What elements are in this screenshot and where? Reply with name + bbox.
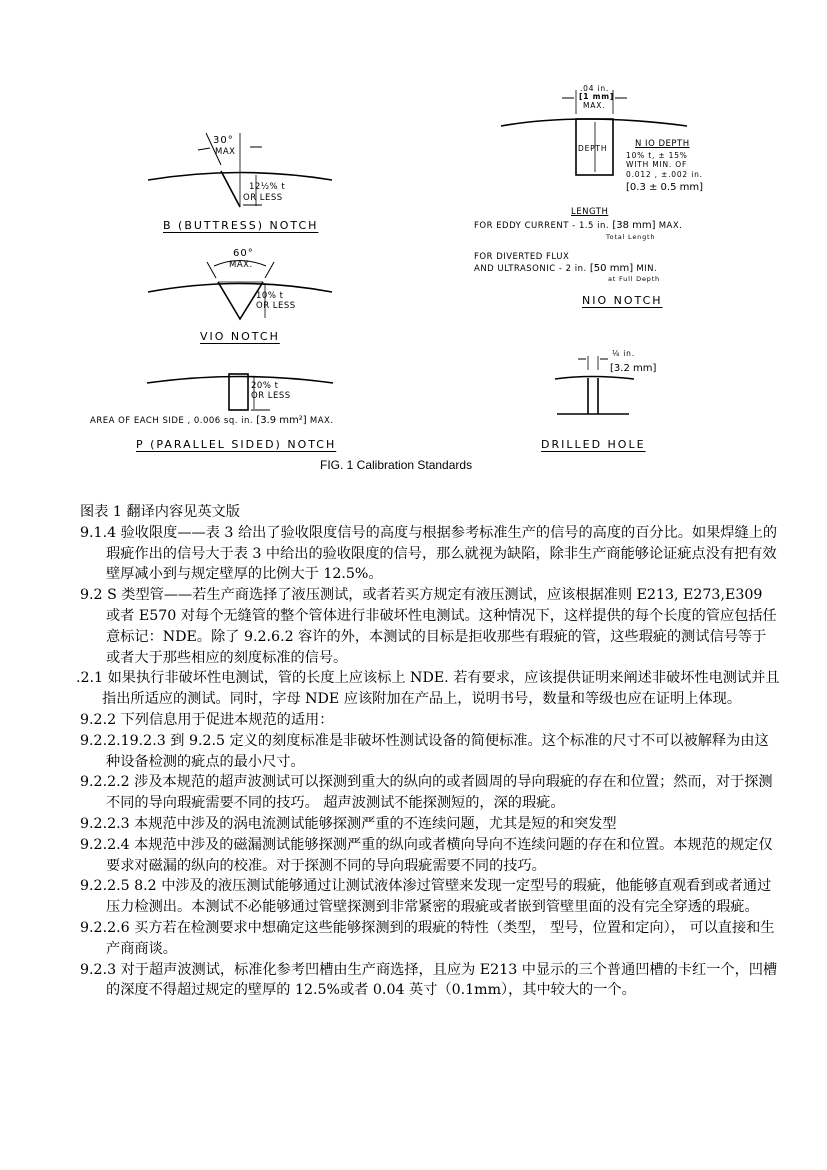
drilled-hole-size-mm: [3.2 mm]: [610, 363, 657, 374]
n10-flux-note: at Full Depth: [608, 275, 660, 283]
p-notch-title: P (PARALLEL SIDED) NOTCH: [136, 438, 337, 451]
figure-caption: FIG. 1 Calibration Standards: [320, 458, 473, 472]
b-notch-angle-max: MAX: [215, 147, 236, 157]
n10-flux-suffix: MIN.: [636, 264, 658, 274]
n10-flux-metric: [50 mm]: [589, 263, 634, 274]
b-notch-title: B (BUTTRESS) NOTCH: [163, 219, 319, 232]
p-notch-area-metric: [3.9 mm²]: [256, 415, 307, 426]
section-9-2: 9.2 S 类型管——若生产商选择了液压测试，或者若买方规定有液压测试，应该根据准则 E213, E273,E309 或者 E570 对每个无缝管的整个管体进行非破坏性电测试。这种情况下，这样提供的每个长度的管应包括任意标记：NDE。除了 9.2.6.2 容许的外，本测试的目标是拒收那些有瑕疵的管，这些瑕疵的测试信号等于或者大于那些相应的刻度标准的信号。: [80, 587, 777, 666]
v10-notch-depth-limit: OR LESS: [256, 301, 296, 311]
n10-depth-line2: WITH MIN. OF: [626, 160, 688, 169]
body-text: [76, 502, 780, 1001]
section-9-2-1: .2.1 如果执行非破坏性电测试，管的长度上应该标上 NDE. 若有要求，应该提供证明来阐述非破坏性电测试并且指出所适应的测试。同时，字母 NDE 应该附加在产品上，说明书号，数量和等级也应在证明上体现。: [76, 670, 780, 708]
n10-depth-line4: [0.3 ± 0.5 mm]: [626, 182, 704, 193]
n10-depth-label: DEPTH: [578, 144, 608, 153]
n10-eddy-line: [474, 221, 682, 231]
n10-width-mm: [1 mm]: [579, 92, 615, 101]
section-9-2-2-5: 9.2.2.5 8.2 中涉及的液压测试能够通过让测试液体渗过管壁来发现一定型号的瑕疵，他能够直观看到或者通过压力检测出。本测试不必能够通过管壁探测到非常紧密的瑕疵或者嵌到管壁里面的没有完全穿透的瑕疵。: [80, 878, 772, 916]
n10-flux-line1: FOR DIVERTED FLUX: [474, 252, 570, 262]
section-9-2-2-4: 9.2.2.4 本规范中涉及的磁漏测试能够探测严重的纵向或者横向导向不连续问题的存在和位置。本规范的规定仅要求对磁漏的纵向的校准。对于探测不同的导向瑕疵需要不同的技巧。: [80, 836, 773, 874]
p-notch-depth: 20% t: [251, 381, 279, 391]
p-notch-drawing: [147, 374, 333, 410]
v10-notch-depth: 10% t: [256, 291, 284, 301]
section-9-2-3: 9.2.3 对于超声波测试，标准化参考凹槽由生产商选择，且应为 E213 中显示的三个普通凹槽的卡红一个，凹槽的深度不得超过规定的壁厚的 12.5%或者 0.04 英寸（0.1mm），其中较大的一个。: [80, 961, 778, 999]
section-9-2-2-1: 9.2.2.19.2.3 到 9.2.5 定义的刻度标准是非破坏性测试设备的简便标准。这个标准的尺寸不可以被解释为由这种设备检测的疵点的最小尺寸。: [80, 732, 769, 770]
b-notch-drawing: [148, 133, 332, 207]
n10-flux-prefix: AND ULTRASONIC - 2 in.: [474, 264, 587, 274]
n10-notch-title: NIO NOTCH: [582, 294, 663, 307]
b-notch-angle: 30°: [213, 135, 234, 146]
n10-depth-heading: N IO DEPTH: [635, 139, 690, 149]
p-notch-area-prefix: AREA OF EACH SIDE , 0.006 sq. in.: [90, 416, 254, 426]
p-notch-area-suffix: MAX.: [309, 416, 334, 426]
n10-eddy-metric: [38 mm]: [612, 220, 656, 231]
figure-translation-note: 图表 1 翻译内容见英文版: [80, 504, 240, 520]
section-9-2-2: 9.2.2 下列信息用于促进本规范的适用：: [80, 711, 334, 728]
section-9-2-2-6: 9.2.2.6 买方若在检测要求中想确定这些能够探测到的瑕疵的特性（类型， 型号，位置和定向）， 可以直接和生产商商谈。: [80, 919, 775, 957]
b-notch-depth-limit: OR LESS: [243, 193, 283, 203]
n10-eddy-prefix: FOR EDDY CURRENT - 1.5 in.: [474, 221, 610, 231]
b-notch-depth: 12½% t: [249, 182, 286, 192]
section-9-1-4: 9.1.4 验收限度——表 3 给出了验收限度信号的高度与根据参考标准生产的信号的高度的百分比。如果焊缝上的瑕疵作出的信号大于表 3 中给出的验收限度的信号，那么就视为缺陷，除非生产商能够论证疵点没有把有效壁厚减小到与规定壁厚的比例大于 12.5%。: [80, 524, 778, 583]
n10-width-max: MAX.: [583, 101, 606, 110]
n10-length-heading: LENGTH: [571, 207, 609, 217]
figure-drawings: [0, 0, 827, 480]
n10-flux-line: [474, 264, 657, 274]
p-notch-area-note: [90, 416, 334, 426]
section-9-2-2-3: 9.2.2.3 本规范中涉及的涡电流测试能够探测严重的不连续问题，尤其是短的和突发型: [80, 815, 617, 832]
p-notch-depth-limit: OR LESS: [251, 391, 291, 401]
n10-eddy-note: Total Length: [606, 233, 656, 241]
calibration-standards-figure: [0, 0, 827, 480]
section-9-2-2-2: 9.2.2.2 涉及本规范的超声波测试可以探测到重大的纵向的或者圆周的导向瑕疵的存在和位置；然而，对于探测不同的导向瑕疵需要不同的技巧。 超声波测试不能探测短的，深的瑕疵。: [80, 774, 773, 812]
n10-width-in: .04 in.: [580, 84, 610, 93]
drilled-hole-size-in: ⅛ in.: [612, 349, 635, 358]
v10-notch-angle: 60°: [233, 248, 254, 259]
v10-notch-title: VIO NOTCH: [200, 330, 280, 343]
n10-depth-line3: 0.012 , ±.002 in.: [626, 170, 703, 179]
n10-eddy-suffix: MAX.: [658, 221, 683, 231]
drilled-hole-title: DRILLED HOLE: [541, 438, 646, 451]
v10-notch-angle-max: MAX.: [229, 260, 253, 270]
n10-depth-line1: 10% t, ± 15%: [626, 151, 688, 160]
